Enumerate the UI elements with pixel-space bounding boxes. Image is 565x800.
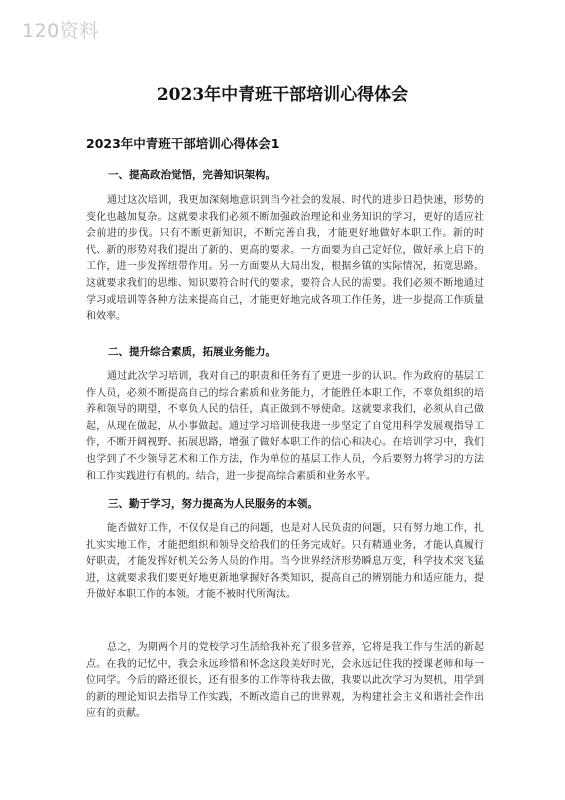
conclusion-body: 总之，为期两个月的党校学习生活给我补充了很多营养，它将是我工作与生活的新起点。在我的记忆中，我会永远珍惜和怀念这段美好时光，会永远记住我的授课老师和每一位同学。今后的路还很长，还有很多的工作等待我去做，我要以此次学习为契机，用学到的新的理论知识去指导工作实践，不断改造自己的世界观，为构建社会主义和谐社会作出应有的贡献。 — [86, 642, 484, 720]
section-2-body — [86, 369, 484, 485]
section-heading-1: 一、提高政治觉悟，完善知识架构。 — [108, 169, 276, 181]
section-title: 2023年中青班干部培训心得体会1 — [86, 136, 280, 151]
section-3 — [86, 495, 484, 513]
document-title: 2023年中青班干部培训心得体会 — [156, 85, 409, 105]
section-body-3: 能否做好工作，不仅仅是自己的问题，也是对人民负责的问题，只有努力地工作，扎扎实实地工作，才能把组织和领导交给我们的任务完成好。只有精通业务，才能认真履行好职责，才能发挥好机关公务人员的作用。当今世界经济形势瞬息万变，科学技术突飞猛进，这就要求我们要更好地更新地掌握好各类知识，提高自己的辨别能力和适应能力，提升做好本职工作的本领。才能不被时代所淘汰。 — [86, 523, 484, 601]
conclusion — [86, 640, 484, 723]
section-body-2: 通过此次学习培训，我对自己的职责和任务有了更进一步的认识。作为政府的基层工作人员，必须不断提高自己的综合素质和业务能力，才能胜任本职工作，不辜负组织的培养和领导的期望，不辜负人民的信任，真正做到不辱使命。这就要求我们，必须从自己做起，从现在做起，从小事做起。通过学习培训使我进一步坚定了自觉用科学发展观指导工作，不断开阔视野、拓展思路，增强了做好本职工作的信心和决心。在培训学习中，我们也学到了不少领导艺术和工作方法，作为单位的基层工作人员，今后要努力将学习的方法和工作实践进行有机的。结合，进一步提高综合素质和业务水平。 — [86, 371, 484, 482]
watermark: 120资料 — [22, 20, 99, 42]
section-heading-3: 三、勤于学习，努力提高为人民服务的本领。 — [108, 498, 318, 510]
section-3-body — [86, 521, 484, 604]
section-1 — [86, 166, 484, 184]
section-1-body — [86, 193, 484, 326]
section-heading-2: 二、提升综合素质，拓展业务能力。 — [108, 346, 276, 358]
section-2 — [86, 343, 484, 361]
section-body-1: 通过这次培训，我更加深刻地意识到当今社会的发展、时代的进步日趋快速，形势的变化也越加复杂。这就要求我们必须不断加强政治理论和业务知识的学习，更好的适应社会前进的步伐。只有不断更新知识，不断完善自我，才能更好地做好本职工作。新的时代、新的形势对我们提出了新的、更高的要求。一方面要为自己定好位，做好承上启下的工作，进一步发挥纽带作用。另一方面要从大局出发，根据乡镇的实际情况，拓宽思路。这就要求我们的思维、知识要符合时代的要求，要符合人民的需要。我们必须不断地通过学习或培训等各种方法来提高自己，才能更好地完成各项工作任务，进一步提高工作质量和效率。 — [86, 195, 484, 323]
